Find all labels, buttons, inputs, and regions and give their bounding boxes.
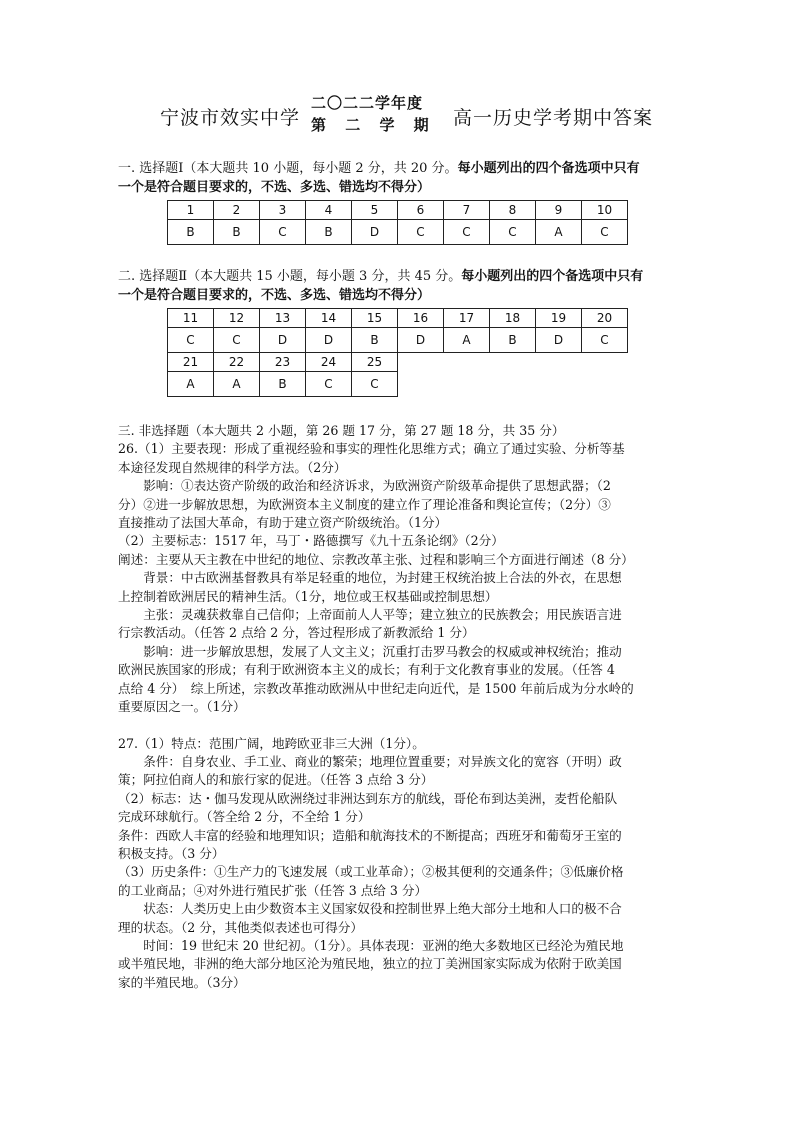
answer-line: 点给 4 分） 综上所述，宗教改革推动欧洲从中世纪走向近代，是 1500 年前后成为分水岭的 — [118, 680, 634, 696]
answer-line: 背景：中古欧洲基督教具有举足轻重的地位，为封建王权统治披上合法的外衣，在思想 — [143, 570, 622, 586]
answer-cell: C — [260, 220, 306, 245]
answer-cell: C — [490, 220, 536, 245]
question-number: 13 — [260, 309, 306, 328]
question-number: 16 — [398, 309, 444, 328]
answer-cell: B — [352, 328, 398, 353]
question-number: 5 — [352, 201, 398, 220]
answer-line: 状态：人类历史上由少数资本主义国家奴役和控制世界上绝大部分土地和人口的极不合 — [143, 901, 622, 917]
answer-cell: B — [260, 372, 306, 397]
question-number: 22 — [214, 353, 260, 372]
answer-cell: D — [352, 220, 398, 245]
question-number: 24 — [306, 353, 352, 372]
question-number-row — [168, 201, 628, 220]
question-number: 4 — [306, 201, 352, 220]
question-number-row — [168, 309, 628, 328]
answer-cell: A — [168, 372, 214, 397]
answer-row — [168, 372, 628, 397]
answer-line: 欧洲民族国家的形成；有利于欧洲资本主义的成长；有利于文化教育事业的发展。（任答 4 — [118, 662, 615, 678]
question-number: 10 — [582, 201, 628, 220]
answer-cell: C — [582, 220, 628, 245]
answer-line: 阐述：主要从天主教在中世纪的地位、宗教改革主张、过程和影响三个方面进行阐述（8 分） — [118, 551, 634, 567]
answer-line: （3）历史条件：①生产力的飞速发展（或工业革命）；②极其便利的交通条件；③低廉价格 — [118, 864, 624, 880]
question-number: 21 — [168, 353, 214, 372]
answer-line: 积极支持。（3 分） — [118, 845, 225, 861]
question-number: 14 — [306, 309, 352, 328]
section2-heading-rule: 每小题列出的四个备选项中只有 — [461, 269, 644, 284]
answer-line: 影响：①表达资产阶级的政治和经济诉求，为欧洲资产阶级革命提供了思想武器；（2 — [143, 478, 611, 494]
question-number: 11 — [168, 309, 214, 328]
answer-cell: C — [398, 220, 444, 245]
answer-line: 时间：19 世纪末 20 世纪初。（1分）。具体表现：亚洲的绝大多数地区已经沦为殖民地 — [143, 937, 624, 953]
page-title — [160, 92, 660, 136]
question-number: 2 — [214, 201, 260, 220]
section1-heading-line2: 一个是符合题目要求的，不选、多选、错选均不得分） — [118, 180, 431, 195]
answer-cell: C — [582, 328, 628, 353]
question-number-row — [168, 353, 628, 372]
answer-line: 影响：进一步解放思想，发展了人文主义；沉重打击罗马教会的权威或神权统治；推动 — [143, 643, 622, 659]
answer-cell: B — [306, 220, 352, 245]
answer-cell: C — [214, 328, 260, 353]
answer-line: 理的状态。（2 分，其他类似表述也可得分） — [118, 919, 363, 935]
answer-cell: A — [536, 220, 582, 245]
section2-heading — [118, 268, 643, 286]
answer-cell: D — [306, 328, 352, 353]
answer-line: 完成环球航行。（答全给 2 分，不全给 1 分） — [118, 809, 371, 825]
answer-cell: C — [306, 372, 352, 397]
academic-year: 二〇二二学年度 — [311, 94, 424, 112]
question-number: 25 — [352, 353, 398, 372]
answer-line: 或半殖民地，非洲的绝大部分地区沦为殖民地，独立的拉丁美洲国家实际成为依附于欧美国 — [118, 956, 622, 972]
answer-line: 直接推动了法国大革命，有助于建立资产阶级统治。（1分） — [118, 515, 448, 531]
question-number: 12 — [214, 309, 260, 328]
question-number: 18 — [490, 309, 536, 328]
school-name: 宁波市效实中学 — [160, 107, 301, 129]
section2-answer-table — [167, 308, 628, 397]
semester: 第 二 学 期 — [311, 116, 431, 134]
answer-cell: D — [536, 328, 582, 353]
answer-cell: D — [260, 328, 306, 353]
answer-cell: B — [214, 220, 260, 245]
answer-line: 行宗教活动。（任答 2 点给 2 分，答过程形成了新教派给 1 分） — [118, 625, 475, 641]
answer-line: 主张：灵魂获救靠自己信仰；上帝面前人人平等；建立独立的民族教会；用民族语言进 — [143, 607, 622, 623]
answer-line: 重要原因之一。（1分） — [118, 699, 246, 715]
spacer — [118, 717, 678, 735]
answer-line: 家的半殖民地。（3分） — [118, 974, 246, 990]
answer-line: （2）标志：达・伽马发现从欧洲绕过非洲达到东方的航线，哥伦布到达美洲，麦哲伦船队 — [118, 790, 618, 806]
question-number: 23 — [260, 353, 306, 372]
answer-cell: B — [168, 220, 214, 245]
question-number: 1 — [168, 201, 214, 220]
answer-line: 27.（1）特点：范围广阔，地跨欧亚非三大洲（1分）。 — [118, 735, 425, 751]
answer-row — [168, 328, 628, 353]
question-number: 9 — [536, 201, 582, 220]
question-number: 6 — [398, 201, 444, 220]
answer-cell: C — [352, 372, 398, 397]
section1-heading — [118, 160, 640, 178]
answer-cell: B — [490, 328, 536, 353]
question-number: 19 — [536, 309, 582, 328]
answer-line: 条件：自身农业、手工业、商业的繁荣；地理位置重要；对异族文化的宽容（开明）政 — [143, 753, 622, 769]
exam-name: 高一历史学考期中答案 — [453, 107, 654, 129]
section2-heading-line2: 一个是符合题目要求的，不选、多选、错选均不得分） — [118, 288, 431, 303]
answer-line: 本途径发现自然规律的科学方法。（2分） — [118, 459, 347, 475]
answer-cell: C — [168, 328, 214, 353]
question-number: 7 — [444, 201, 490, 220]
answer-cell: D — [398, 328, 444, 353]
answer-line: 条件：西欧人丰富的经验和地理知识；造船和航海技术的不断提高；西班牙和葡萄牙王室的 — [118, 827, 622, 843]
answer-line: 26.（1）主要表现：形成了重视经验和事实的理性化思维方式；确立了通过实验、分析等基 — [118, 441, 625, 457]
section3-answers — [118, 422, 678, 992]
question-number: 17 — [444, 309, 490, 328]
answer-cell: A — [444, 328, 490, 353]
question-number: 3 — [260, 201, 306, 220]
answer-cell: A — [214, 372, 260, 397]
question-number: 15 — [352, 309, 398, 328]
question-number: 20 — [582, 309, 628, 328]
section1-heading-text: 一. 选择题Ⅰ（本大题共 10 小题，每小题 2 分，共 20 分。 — [118, 161, 458, 176]
answer-row — [168, 220, 628, 245]
answer-line: （2）主要标志：1517 年，马丁・路德撰写《九十五条论纲》（2分） — [118, 533, 504, 549]
question-number: 8 — [490, 201, 536, 220]
section1-answer-table — [167, 200, 628, 245]
section3-heading: 三. 非选择题（本大题共 2 小题，第 26 题 17 分，第 27 题 18 分，共 35 分） — [118, 423, 565, 438]
answer-cell: C — [444, 220, 490, 245]
answer-line: 分）②进一步解放思想，为欧洲资本主义制度的建立作了理论准备和舆论宣传；（2分）③ — [118, 496, 611, 512]
answer-line: 策；阿拉伯商人的和旅行家的促进。（任答 3 点给 3 分） — [118, 772, 434, 788]
section2-heading-text: 二. 选择题Ⅱ（本大题共 15 小题，每小题 3 分，共 45 分。 — [118, 269, 462, 284]
section1-heading-rule: 每小题列出的四个备选项中只有 — [457, 161, 640, 176]
answer-line: 的工业商品；④对外进行殖民扩张（任答 3 点给 3 分） — [118, 882, 428, 898]
answer-line: 上控制着欧洲居民的精神生活。（1分，地位或王权基础或控制思想） — [118, 588, 498, 604]
